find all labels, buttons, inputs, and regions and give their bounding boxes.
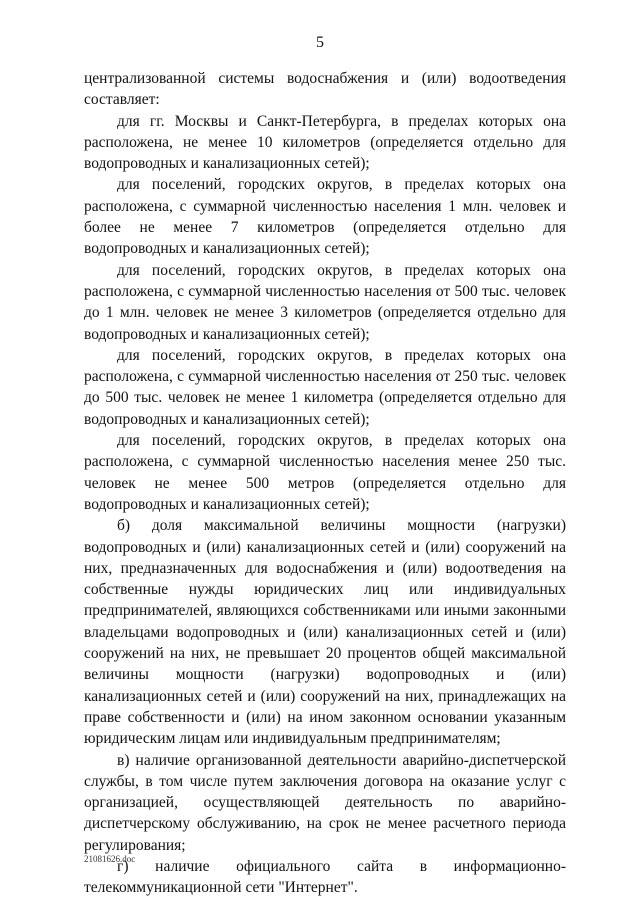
document-body bbox=[84, 68, 566, 899]
paragraph-250k-to-500k: для поселений, городских округов, в пределах которых она расположена, с суммарной численностью населения от 250 тыс. человек до 500 тыс. человек не менее 1 километра (определяется отдельно для водопроводных и канализационных сетей); bbox=[84, 346, 566, 428]
paragraph-moscow-spb: для гг. Москвы и Санкт-Петербурга, в пределах которых она расположена, не менее 10 километров (определяется отдельно для водопроводных и канализационных сетей); bbox=[84, 112, 566, 173]
paragraph-under-250k: для поселений, городских округов, в пределах которых она расположена, с суммарной численностью населения менее 250 тыс. человек не менее 500 метров (определяется отдельно для водопроводных и канализационных сетей); bbox=[84, 432, 566, 513]
page-number: 5 bbox=[316, 34, 324, 51]
paragraph-continuation: централизованной системы водоснабжения и (или) водоотведения составляет: bbox=[84, 70, 566, 109]
paragraph-over-1-million: для поселений, городских округов, в пределах которых она расположена, с суммарной численностью населения 1 млн. человек и более не менее 7 километров (определяется отдельно для водопроводных и канализационных сетей); bbox=[84, 176, 566, 258]
paragraph-item-b: б) доля максимальной величины мощности (нагрузки) водопроводных и (или) канализационных сетей и (или) сооружений на них, предназначенных для водоснабжения и (или) водоотведения на собственные нужды юридических лиц или индивидуальных предпринимателей, являющихся собственниками или иными законными владельцами водопроводных и (или) канализационных сетей и (или) сооружений на них, не превышает 20 процентов общей максимальной величины мощности (нагрузки) водопроводных и (или) канализационных сетей и (или) сооружений на них, принадлежащих на праве собственности и (или) на ином законном основании указанным юридическим лицам или индивидуальным предпринимателям; bbox=[84, 517, 566, 748]
paragraph-item-v: в) наличие организованной деятельности аварийно-диспетчерской службы, в том числе путем заключения договора на оказание услуг с организацией, осуществляющей деятельность по аварийно-диспетчерскому обслуживанию, на срок не менее расчетного периода регулирования; bbox=[84, 751, 566, 854]
paragraph-item-g: г) наличие официального сайта в информационно-телекоммуникационной сети "Интернет". bbox=[84, 857, 566, 897]
paragraph-500k-to-1-million: для поселений, городских округов, в пределах которых она расположена, с суммарной численностью населения от 500 тыс. человек до 1 млн. человек не менее 3 километров (определяется отдельно для водопроводных и канализационных сетей); bbox=[84, 261, 566, 343]
footer-document-code: 21081626.doc bbox=[84, 854, 136, 864]
